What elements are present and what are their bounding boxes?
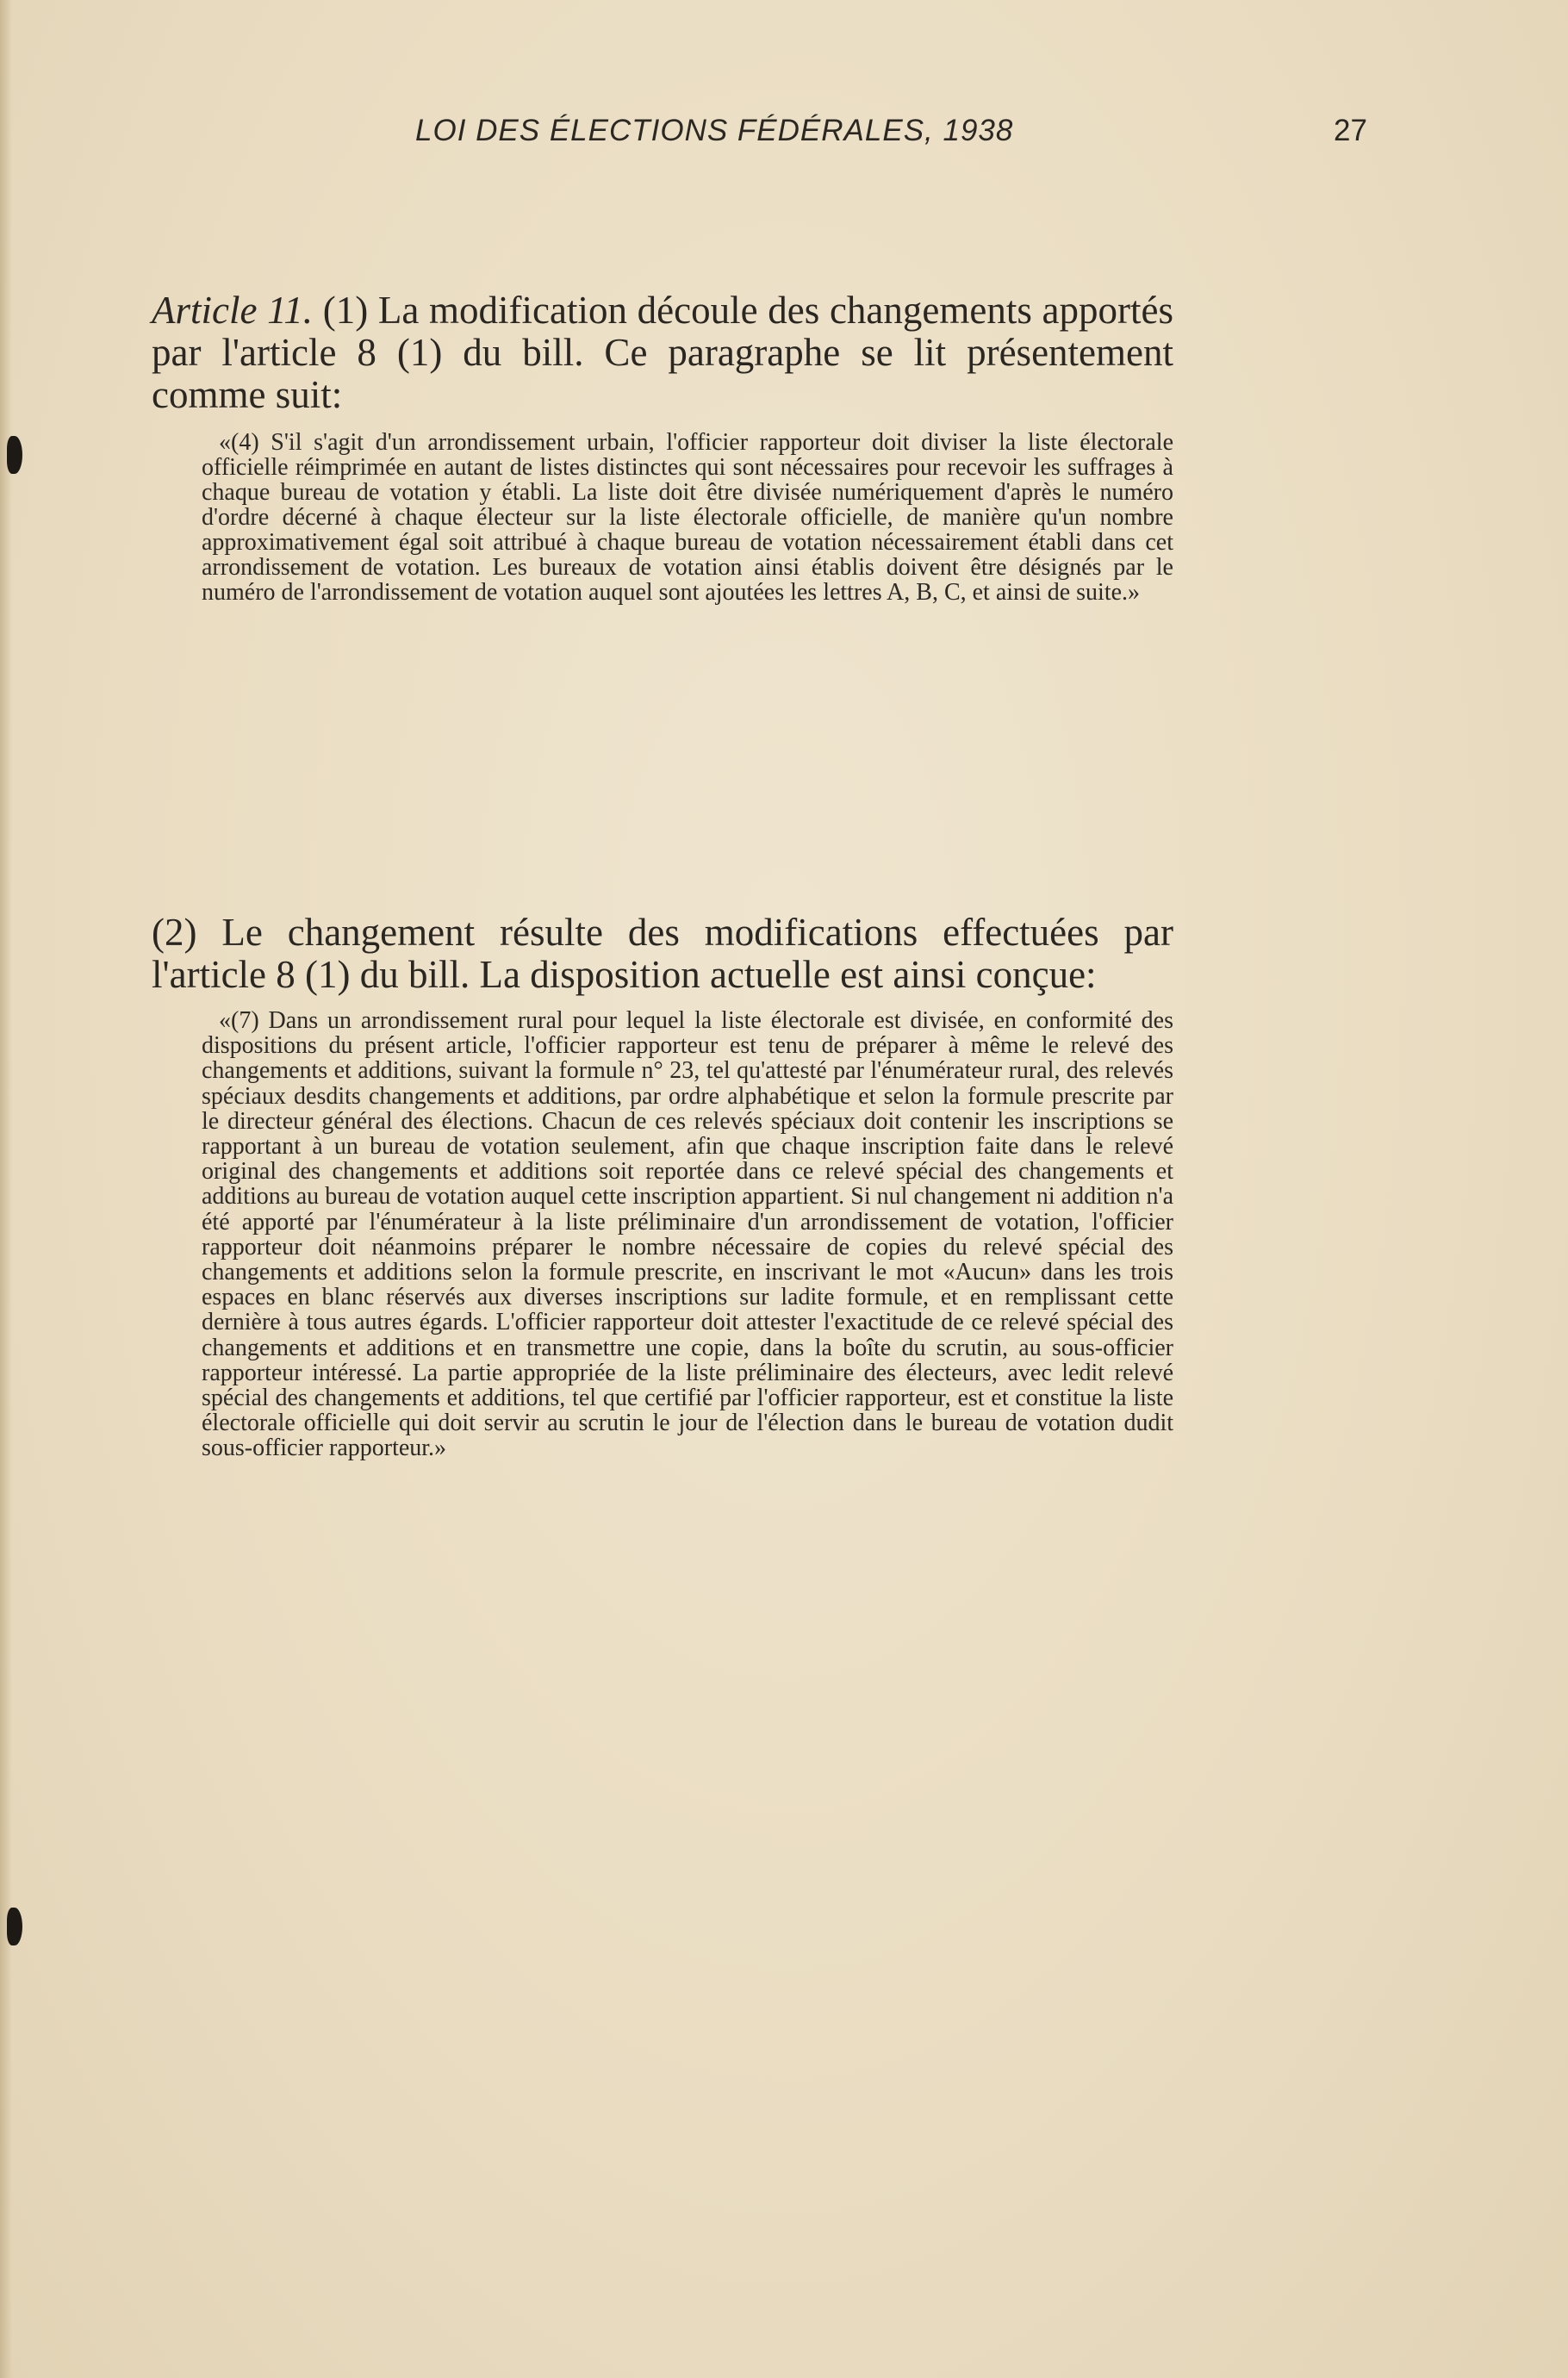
running-title: LOI DES ÉLECTIONS FÉDÉRALES, 1938 xyxy=(415,114,1014,147)
quoted-provision: «(4) S'il s'agit d'un arrondissement urbain, l'officier rapporteur doit diviser la liste électorale officielle réimprimée en autant de listes distinctes qui sont nécessaires pour recevoir les suffrages à chaque bureau de votation y établi. La liste doit être divisée numériquement d'après le numéro d'ordre décerné à chaque électeur sur la liste électorale officielle, de manière qu'un nombre approximativement égal soit attribué à chaque bureau de votation nécessairement établi dans cet arrondissement de votation. Les bureaux de votation ainsi établis doivent être désignés par le numéro de l'arrondissement de votation auquel sont ajoutées les lettres A, B, C, et ainsi de suite.» xyxy=(202,429,1173,606)
quoted-provision: «(7) Dans un arrondissement rural pour lequel la liste électorale est divisée, en conformité des dispositions du présent article, l'officier rapporteur est tenu de préparer à même le relevé des changements et additions, suivant la formule n° 23, tel qu'attesté par l'énumérateur rural, des relevés spéciaux desdits changements et additions, par ordre alphabétique et selon la formule prescrite par le directeur général des élections. Chacun de ces relevés spéciaux doit contenir les inscriptions se rapportant à un bureau de votation seulement, afin que chaque inscription faite dans le relevé original des changements et additions soit reportée dans ce relevé spécial des changements et additions au bureau de votation auquel cette inscription appartient. Si nul changement ni addition n'a été apporté par l'énumérateur à la liste préliminaire d'un arrondissement de votation, l'officier rapporteur doit néanmoins préparer le nombre nécessaire de copies du relevé spécial des changements et additions selon la formule prescrite, en inscrivant le mot «Aucun» dans les trois espaces en blanc réservés aux diverses inscriptions sur ladite formule, et en remplissant cette dernière à tous autres égards. L'officier rapporteur doit attester l'exactitude de ce relevé spécial des changements et additions et en transmettre une copie, dans la boîte du scrutin, au sous-officier rapporteur intéressé. La partie appropriée de la liste préliminaire des électeurs, avec ledit relevé spécial des changements et additions, tel que certifié par l'officier rapporteur, est et constitue la liste électorale officielle qui doit servir au scrutin le jour de l'élection dans le bureau de votation dudit sous-officier rapporteur.» xyxy=(202,1007,1173,1462)
page-edge-shadow xyxy=(0,0,12,2378)
paragraph-intro-text: (2) Le changement résulte des modifications effectuées par l'article 8 (1) du bill. La disposition actuelle est ainsi conçue: xyxy=(152,911,1173,996)
paragraph-intro-text: (1) La modification découle des changements apportés par l'article 8 (1) du bill. Ce paragraphe se lit présentement comme suit: xyxy=(152,289,1174,416)
article-11-paragraph-1 xyxy=(152,289,1173,605)
page-header xyxy=(0,114,1568,157)
article-11-paragraph-2 xyxy=(152,912,1173,1461)
article-label: Article 11. xyxy=(152,289,314,332)
paragraph-intro xyxy=(152,289,1173,416)
page-number: 27 xyxy=(1334,114,1367,147)
binding-hole-top xyxy=(7,436,22,474)
binding-hole-bottom xyxy=(7,1908,22,1945)
